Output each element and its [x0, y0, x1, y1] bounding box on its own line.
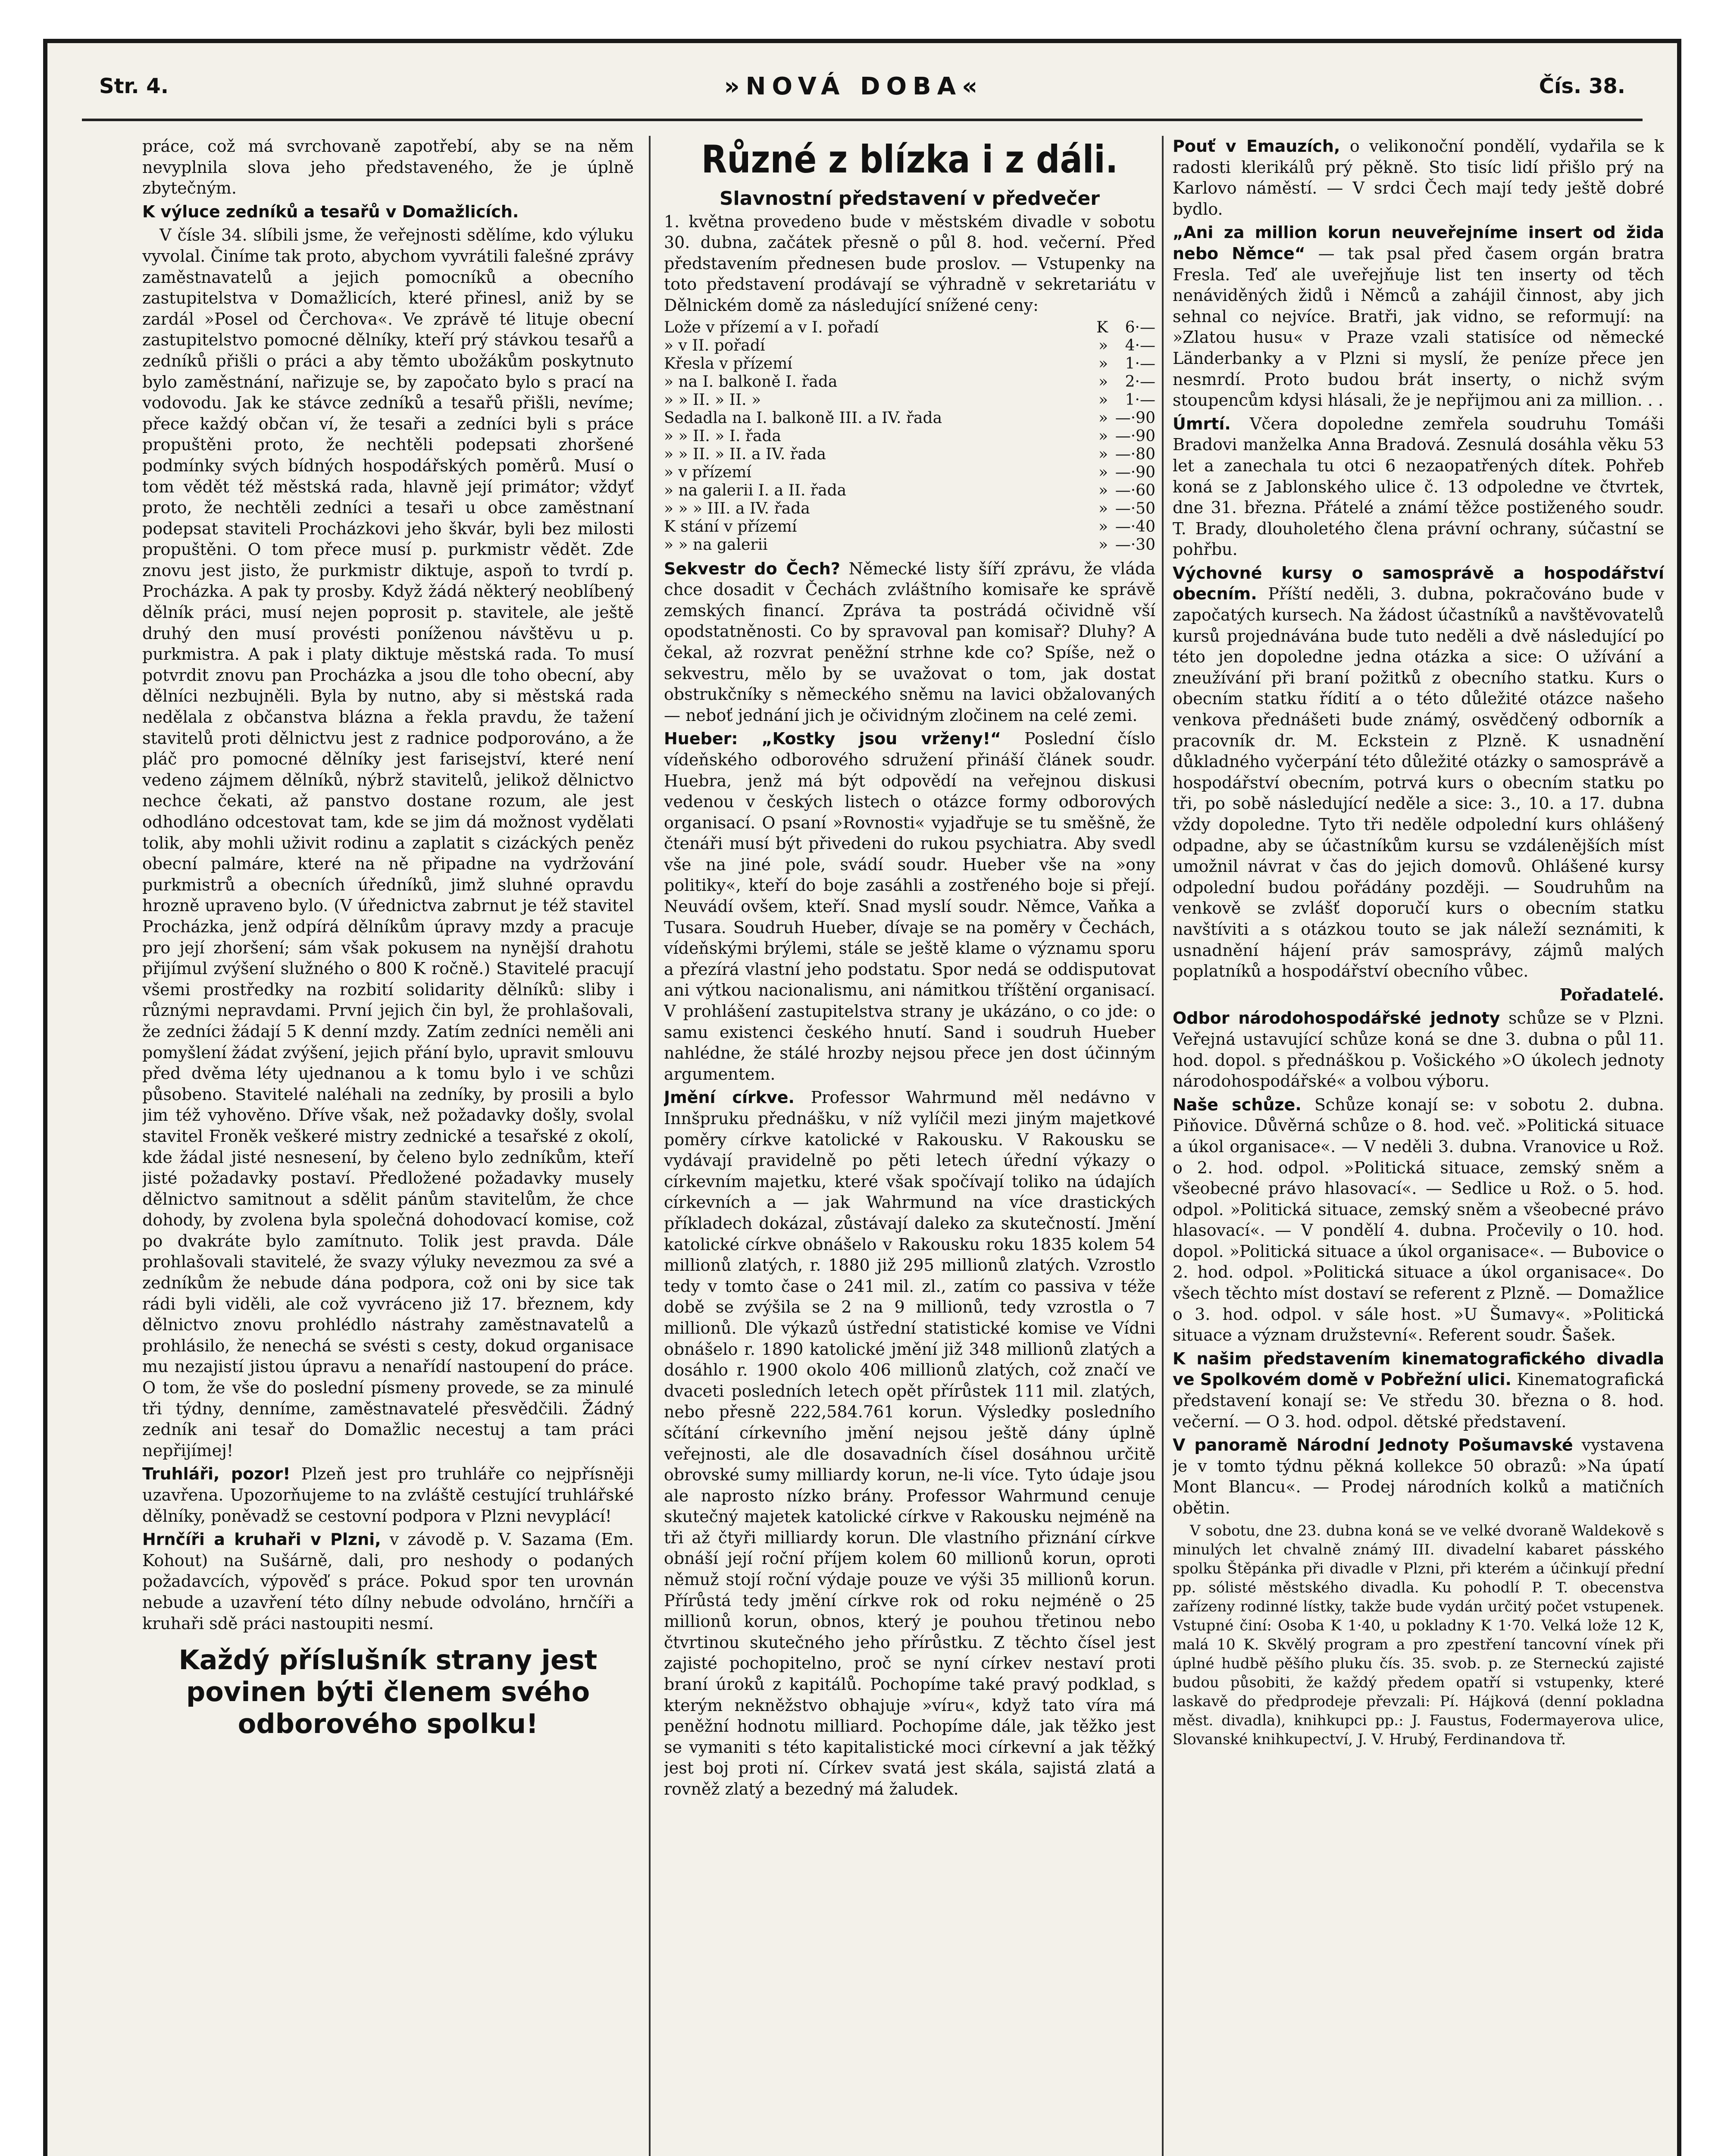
price-row: [664, 409, 1155, 427]
article-heading: V panoramě Národní Jednoty Pošumavské: [1173, 1435, 1573, 1455]
price-value: 2·—: [1125, 373, 1155, 391]
price-label: » » » III. a IV. řada: [664, 499, 810, 517]
column-left: [142, 136, 634, 2156]
article-body: V sobotu, dne 23. dubna koná se ve velké dvoraně Waldekově s minulých let chvalně známý III. divadelní kabaret pásského spolku Štěpánka při divadle v Plzni, při kterém a účinkují přední pp. sólisté městského divadla. Ku pohodlí P. T. obecenstva zařízeny rodinné lístky, takže bude vydán určitý počet vstupenek. Vstupné činí: Osoba K 1·40, u pokladny K 1·70. Velká lože 12 K, malá 10 K. Skvělý program a pro zpestření tancovní vínek při úplné hudbě pěšího pluku čís. 35. svob. p. ze Sterneckú zajisté budou působiti, že každý předem opatří si vstupenky, které laskavě do předprodeje převzali: Pí. Hájková (denní pokladna měst. divadla), knihkupci pp.: J. Faustus, Fodermayerova ulice, Slovanské knihkupectví, J. V. Hrubý, Ferdinandova tř.: [1173, 1522, 1664, 1748]
article-body: schůze se v Plzni. Veřejná ustavující schůze koná se dne 3. dubna o půl 11. hod. dopol. s přednáškou p. Vošického »O úkolech jednoty národohospodářské« a volbou výboru.: [1173, 1009, 1664, 1091]
price-label: » » II. » II. a IV. řada: [664, 445, 826, 463]
issue-number: Čís. 38.: [1539, 74, 1625, 98]
article-body: vystavena je v tomto týdnu pěkná kollekce 50 obrazů: »Na úpatí Mont Blancu«. — Prodej národních kolků a matičních obětin.: [1173, 1435, 1664, 1517]
price-value: 1·—: [1125, 354, 1155, 373]
column-right: [1173, 136, 1664, 2156]
price-value: 1·—: [1125, 391, 1155, 409]
article-heading: Slavnostní představení v předvečer: [719, 188, 1100, 210]
page-number: Str. 4.: [99, 74, 169, 98]
article-heading: K našim představením kinematografického divadla ve Spolkovém domě v Pobřežní ulici.: [1173, 1349, 1664, 1389]
price-row: [664, 445, 1155, 464]
article-body: V čísle 34. slíbili jsme, že veřejnosti sdělíme, kdo výluku vyvolal. Činíme tak proto, abychom vyvrátili falešné zprávy zaměstnavatelů a jejich pomocníků a obecního zastupitelstva v Domažlicích, které přinesl, aniž by se zardál »Posel od Čerchova«. Ve zprávě té lituje obecní zastupitelstvo pomocné dělníky, kteří prý stávkou tesařů a zedníků přišli o práci a aby těmto ubožákům poskytnuto bylo zaměstnání, nařizuje se, by započato bylo s prací na vodovodu. Jak ke stávce zedníků a tesařů přišli, nevíme; přece každý občan ví, že tesaři a zedníci byli s práce propuštěni proto, že nechtěli podepsati zhoršené podmínky svých bídných hospodářských poměrů. Musí o tom vědět též městská rada, hlavně její primátor; vždyť proto, že nechtěli zedníci a tesaři u obce zaměstnaní podepsat staviteli Procházkovi jeho škvár, byli bez milosti propuštěni. O tom přece musí p. purkmistr vědět. Zde znovu jest jisto, že purkmistr diktuje, aspoň to tvrdí p. Procházka. A pak ty prosby. Když žádá některý neoblíbený dělník práci, musí nejen poprosit p. stavitele, ale ještě druhý den musí provésti poníženou návštěvu u p. purkmistra. A pak i platy diktuje městská rada. To musí potvrdit znovu pan Procházka a jsou dle toho obecní, aby dělníci nezbujněli. Byla by nutno, aby si městská rada nedělala z občanstva blázna a řekla pravdu, že tažení stavitelů proti dělnictvu jest z radnice podporováno, a že pláč pro pomocné dělníky jest farisejství, které není vedeno zájmem dělníků, nýbrž stavitelů, jelikož dělnictvo nechce čekati, až panstvo dostane rozum, ale jest odhodláno odcestovat tam, kde se jim dá možnost vydělati tolik, aby mohli uživit rodinu a zaplatit s cizáckých peněz obecní palmáre, které na ně připadne na vydržování purkmistrů a obecních úředníků, jimž sluhné opravdu hrozně upraveno bylo. (V úřednictva zabrnut je též stavitel Procházka, jenž odpírá dělníkům úpravy mzdy a pracuje pro její zhoršení; sám však pokusem na nynější drahotu přijímul zvýšení služného o 800 K ročně.) Stavitelé pracují všemi prostředky na rozbití solidarity dělníků: sliby i různými nepravdami. První jejich čin byl, že prohlašovali, že zedníci žádají 5 K denní mzdy. Zatím zedníci neměli ani pomyšlení žádat zvýšení, jejich přání bylo, upravit smlouvu před dvěma léty ujednanou a k tomu bylo i ve schůzi působeno. Stavitelé naléhali na zedníky, by prosili a bylo jim též vyhověno. Dříve však, než požadavky došly, svolal stavitel Froněk veškeré mistry zednické a tesařské z okolí, kde žádal jisté nesnesení, by čeleno bylo zedníkům, kteří jisté požadavky postaví. Předložené požadavky musely dělnictvo samitnout a sdělit pánům stavitelům, že chce dohody, by zvolena byla společná dohodovací komise, což po dvakráte bylo zamítnuto. Tolik jest pravda. Dále prohlašovali stavitelé, že svazy výluky nevezmou za své a zedníkům že nebude dána podpora, což oni by sice tak rádi byli viděli, ale což vyvráceno již 17. březnem, kdy dělnictvo znovu prohlédlo nástrahy zaměstnavatelů a prohlásilo, že nenechá se svésti s cesty, dokud organisace mu nezajistí jistou úpravu a nenařídí nastoupení do práce. O tom, že vše do poslední písmeny provede, se za minulé tři týdny, denníme, zaměstnavatelé přesvědčili. Žádný zedník ani tesař do Domažlic necestuj a tam práci nepřijímej!: [142, 226, 634, 1460]
price-row: [664, 373, 1155, 391]
masthead: »NOVÁ DOBA«: [724, 72, 984, 100]
price-currency: »: [1098, 517, 1108, 536]
article-heading: Jmění církve.: [664, 1088, 795, 1107]
price-currency: »: [1098, 445, 1108, 463]
article-heading: Sekvestr do Čech?: [664, 559, 840, 578]
article-body: Včera dopoledne zemřela soudruhu Tomáši Bradovi manželka Anna Bradová. Zesnulá dosáhla věku 53 let a zanechala tu otci 6 nezaopatřených dítek. Pohřeb koná se z Jablonského ulice č. 13 odpoledne ve čtvrtek, dne 31. března. Přátelé a známí těžce postiženého soudr. T. Brady, dlouholetého člena právní ochrany, súčastní se pohřbu.: [1173, 414, 1664, 559]
article-body: Příští neděli, 3. dubna, pokračováno bude v započatých kursech. Na žádost účastníků a navštěvovatelů kursů projednávána bude tuto neděli a dvě následující po této jen dopoledne jedna otázka a sice: O užívání a zneužívání při braní požitků z obecního statku. Kurs o obecním statku řídití a o této důležité otázce našeho venkova přednášeti bude známý, osvědčený odborník a pracovník dr. M. Eckstein z Plzně. K usnadnění důkladného vyčerpání této důležité otázky o samosprávě a hospodářství obecním, potrvá kurs o obecním statku po tři, po sobě následující neděle a sice: 3., 10. a 17. dubna vždy dopoledne. Tyto tři neděle odpolední kurs ohlášený odpadne, aby se účastníkům kursu se vzdálenějších míst umožnil návrat v čas do jejich domovů. Ohlášené kursy odpolední budou pořádány později. — Soudruhům na venkově se zvlášť doporučí kurs o obecním statku navštíviti a s otázkou touto se jak náleží seznámiti, k usnadnění hájení práv samosprávy, zájmů malých poplatníků a hospodářství obecního vůbec.: [1173, 584, 1664, 981]
price-value: —·80: [1115, 445, 1155, 463]
article-heading: Truhláři, pozor!: [142, 1464, 291, 1484]
price-currency: »: [1098, 463, 1108, 481]
price-value: —·90: [1115, 427, 1155, 445]
price-label: » » II. » I. řada: [664, 427, 782, 445]
article-heading: Pouť v Emauzích,: [1173, 137, 1340, 156]
newspaper-page: [43, 39, 1681, 2156]
price-label: » » na galerii: [664, 536, 768, 554]
price-currency: »: [1098, 354, 1108, 373]
page-header: [47, 60, 1677, 112]
article-body: v závodě p. V. Sazama (Em. Kohout) na Sušárně, dali, pro neshody o podaných požadavcích, výpověď s práce. Pokud spor ten urovnán nebude a uzavření této dílny nebude odvoláno, hrnčíři a kruhaři sdě práci nastoupiti nesmí.: [142, 1530, 634, 1633]
price-currency: K: [1096, 318, 1108, 336]
price-currency: »: [1098, 391, 1108, 409]
article-heading: Úmrtí.: [1173, 414, 1231, 433]
price-value: —·60: [1115, 481, 1155, 499]
price-row: [664, 319, 1155, 337]
price-value: —·30: [1115, 536, 1155, 554]
price-currency: »: [1098, 336, 1108, 354]
price-label: » v II. pořadí: [664, 336, 765, 354]
article-heading: K výluce zedníků a tesařů v Domažlicích.: [142, 202, 519, 221]
article-body: Německé listy šíří zprávu, že vláda chce dosadit v Čechách zvláštního komisaře ke správě zemských financí. Zpráva ta postrádá očividně vší opodstatněnosti. Co by spravoval pan komisař? Dluhy? A čekal, až rozvrat peněžní strhne kde co? Spíše, než o sekvestru, mělo by se uvažovat o tom, jak dostat obstrukčníky s německého sněmu na lavici obžalovaných — neboť jednání jich je očividným zločinem na celé zemi.: [664, 559, 1155, 725]
price-currency: »: [1098, 409, 1108, 427]
price-row: [664, 464, 1155, 482]
signature: Pořadatelé.: [1559, 984, 1664, 1004]
article-body: o velikonoční pondělí, vydařila se k radosti klerikálů prý pěkně. Sto tisíc lidí přišlo prý na Karlovo náměstí. — V srdci Čech mají tedy ještě dobré bydlo.: [1173, 137, 1664, 219]
price-currency: »: [1098, 499, 1108, 517]
price-value: —·90: [1115, 409, 1155, 427]
article-body: — tak psal před časem orgán bratra Fresla. Teď ale uveřejňuje list ten inserty od těch nenáviděných židů i Němců a zahájil činnost, aby jich sehnal co nejvíce. Bratři, jak vidno, se reformují: na »Zlatou husu« v Praze vzali statisíce od německé Länderbanky a v Plzni si myslí, že peníze přece jen nesmrdí. Proto budou brát inserty, o nichž svým stoupencům kdysi hlásali, že je nepřijmou ani za million. . .: [1173, 244, 1664, 410]
price-value: —·90: [1115, 463, 1155, 481]
price-label: Sedadla na I. balkoně III. a IV. řada: [664, 409, 942, 427]
article-heading: Odbor národohospodářské jednoty: [1173, 1009, 1500, 1028]
price-value: —·50: [1115, 499, 1155, 517]
article-continuation: práce, což má svrchovaně zapotřebí, aby se na něm nevyplnila slova jeho představeného, že je úplně zbytečným.: [142, 137, 634, 198]
price-value: —·40: [1115, 517, 1155, 536]
article-body: Kinematografická představení konají se: Ve středu 30. března o 8. hod. večerní. — O 3. hod. odpol. dětské představení.: [1173, 1370, 1664, 1431]
article-body: Poslední číslo vídeňského odborového sdružení přináší článek soudr. Huebra, jenž má být odpovědí na veřejnou diskusi vedenou v českých listech o otázce formy odborových organisací. O psaní »Rovnosti« vyjadřuje se tu směšně, že čtenáři musí být přivedeni do rukou psychiatra. Aby svedl vše na jiné pole, svádí soudr. Hueber vše na »ony politiky«, kteří do boje zasáhli a zostřeného boje si přejí. Neuvádí ovšem, kteří. Snad myslí soudr. Němce, Vaňka a Tusara. Soudruh Hueber, dívaje se na poměry v Čechách, vídeňskými brýlemi, stále se ještě klame o významu sporu a přezírá vlastní jeho podstatu. Spor nedá se oddisputovat ani výtkou nacionalismu, ani námitkou tříštění organisací. V prohlášení zastupitelstva strany je ukázáno, o co jde: o samu existenci českého hnutí. Sand i soudruh Hueber nahlédne, že stálé hrozby nejsou přece jen dost účinným argumentem.: [664, 729, 1155, 1084]
price-label: Lože v přízemí a v I. pořadí: [664, 318, 879, 336]
article-heading: „Ani za million korun neuveřejníme insert od žida nebo Němce“: [1173, 223, 1664, 263]
column-separator: [1162, 136, 1164, 2156]
article-heading: Naše schůze.: [1173, 1095, 1302, 1114]
closing-slogan: Každý příslušník strany jest povinen býti členem svého odborového spolku!: [178, 1644, 598, 1740]
price-row: [664, 391, 1155, 409]
column-separator: [649, 136, 651, 2156]
column-middle: [664, 136, 1155, 2156]
price-value: 4·—: [1125, 336, 1155, 354]
price-row: [664, 500, 1155, 518]
price-row: [664, 337, 1155, 355]
price-currency: »: [1098, 536, 1108, 554]
header-rule: [82, 119, 1643, 121]
price-label: Křesla v přízemí: [664, 354, 792, 373]
article-heading: Hueber: „Kostky jsou vrženy!“: [664, 729, 1001, 749]
price-label: » v přízemí: [664, 463, 751, 481]
price-value: 6·—: [1125, 318, 1155, 336]
price-table: [664, 319, 1155, 554]
price-row: [664, 355, 1155, 373]
price-label: K stání v přízemí: [664, 517, 797, 536]
price-currency: »: [1098, 481, 1108, 499]
article-body: Plzeň jest pro truhláře co nejpřísněji uzavřena. Upozorňujeme to na zvláště cestující truhlářské dělníky, poněvadž se cestovní podpora v Plzni nevyplácí!: [142, 1464, 634, 1526]
price-label: » » II. » II. »: [664, 391, 761, 409]
article-body: Schůze konají se: v sobotu 2. dubna. Piňovice. Důvěrná schůze o 8. hod. več. »Politická situace a úkol organisace«. — V neděli 3. dubna. Vranovice u Rož. o 2. hod. odpol. »Politická situace, zemský sněm a všeobecné právo hlasovací«. — Sedlice u Rož. o 5. hod. odpol. »Politická situace, zemský sněm a všeobecné právo hlasovací«. — V pondělí 4. dubna. Pročevily o 10. hod. dopol. »Politická situace a úkol organisace«. — Bubovice o 2. hod. odpol. »Politická situace a úkol organisace«. Do všech těchto míst dostaví se referent z Plzně. — Domažlice o 3. hod. odpol. v sále host. »U Šumavy«. »Politická situace a význam družstevní«. Referent soudr. Šašek.: [1173, 1095, 1664, 1345]
article-body: 1. května provedeno bude v městském divadle v sobotu 30. dubna, začátek přesně o půl 8. hod. večerní. Před představením přednesen bude proslov. — Vstupenky na toto představení prodávají se výhradně v sekretariátu v Dělnickém domě za následující snížené ceny:: [664, 212, 1155, 315]
article-heading: Výchovné kursy o samosprávě a hospodářství obecním.: [1173, 563, 1664, 604]
price-currency: »: [1098, 373, 1108, 391]
price-row: [664, 536, 1155, 554]
price-label: » na galerii I. a II. řada: [664, 481, 847, 499]
price-label: » na I. balkoně I. řada: [664, 373, 838, 391]
price-currency: »: [1098, 427, 1108, 445]
article-body: Professor Wahrmund měl nedávno v Innšpruku přednášku, v níž vylíčil mezi jiným majetkové poměry církve katolické v Rakousku. V Rakousku se vydávají pravidelně po pěti letech úřední výkazy o církevním majetku, které však spočívají toliko na údajích církevních a — jak Wahrmund na více drastických příkladech dokázal, zůstávají daleko za skutečností. Jmění katolické církve obnášelo v Rakousku roku 1835 kolem 54 millionů zlatých, r. 1880 již 295 millionů zlatých. Vzrostlo tedy v tomto čase o 241 mil. zl., zatím co passiva v téže době se zvýšila se 2 na 9 millionů, tedy vzrostla o 7 millionů. Dle výkazů ústřední statistické komise ve Vídni obnášelo r. 1890 katolické jmění již 348 millionů zlatých a dosáhlo r. 1900 okolo 406 millionů zlatých, což značí ve dvaceti posledních letech opět přírůstek 111 mil. zlatých, nebo přesně 222,584.761 korun. Výsledky posledního sčítání církevního jmění nejsou ještě dány úplně veřejnosti, ale dle dosavadních čísel dosáhnou určitě obrovské sumy milliardy korun, ne-li více. Tyto údaje jsou ale naprosto nízko brány. Professor Wahrmund cenuje skutečný majetek katolické církve v Rakousku nejméně na tři až čtyři milliardy korun. Dle vlastního přiznání církve obnáší její roční příjem kolem 60 millionů korun, oproti němuž stojí roční výdaje pouze ve výši 35 millionů korun. Přírůstá tedy jmění církve rok od roku nejméně o 25 millionů korun, obnos, který je pouhou třetinou nebo čtvrtinou skutečného jeho přírůstku. Z těchto čísel jest zajisté pochopitelno, proč se nyní církev nestaví proti braní úroků z kapitálů. Pochopíme také pravý podklad, s kterým nekněžstvo obhajuje »víru«, když tato víra má peněžní hodnotu milliard. Pochopíme dále, jak těžko jest se vymaniti s této kapitalistické moci církevní a jak těžký jest boj proti ní. Církev svatá jest skála, sajistá zlatá a rovněž zlatý a bezedný má žaludek.: [664, 1088, 1155, 1799]
section-title: Různé z blízka i z dáli.: [701, 137, 1118, 182]
price-row: [664, 427, 1155, 445]
price-row: [664, 518, 1155, 536]
price-row: [664, 482, 1155, 500]
article-heading: Hrnčíři a kruhaři v Plzni,: [142, 1530, 381, 1549]
